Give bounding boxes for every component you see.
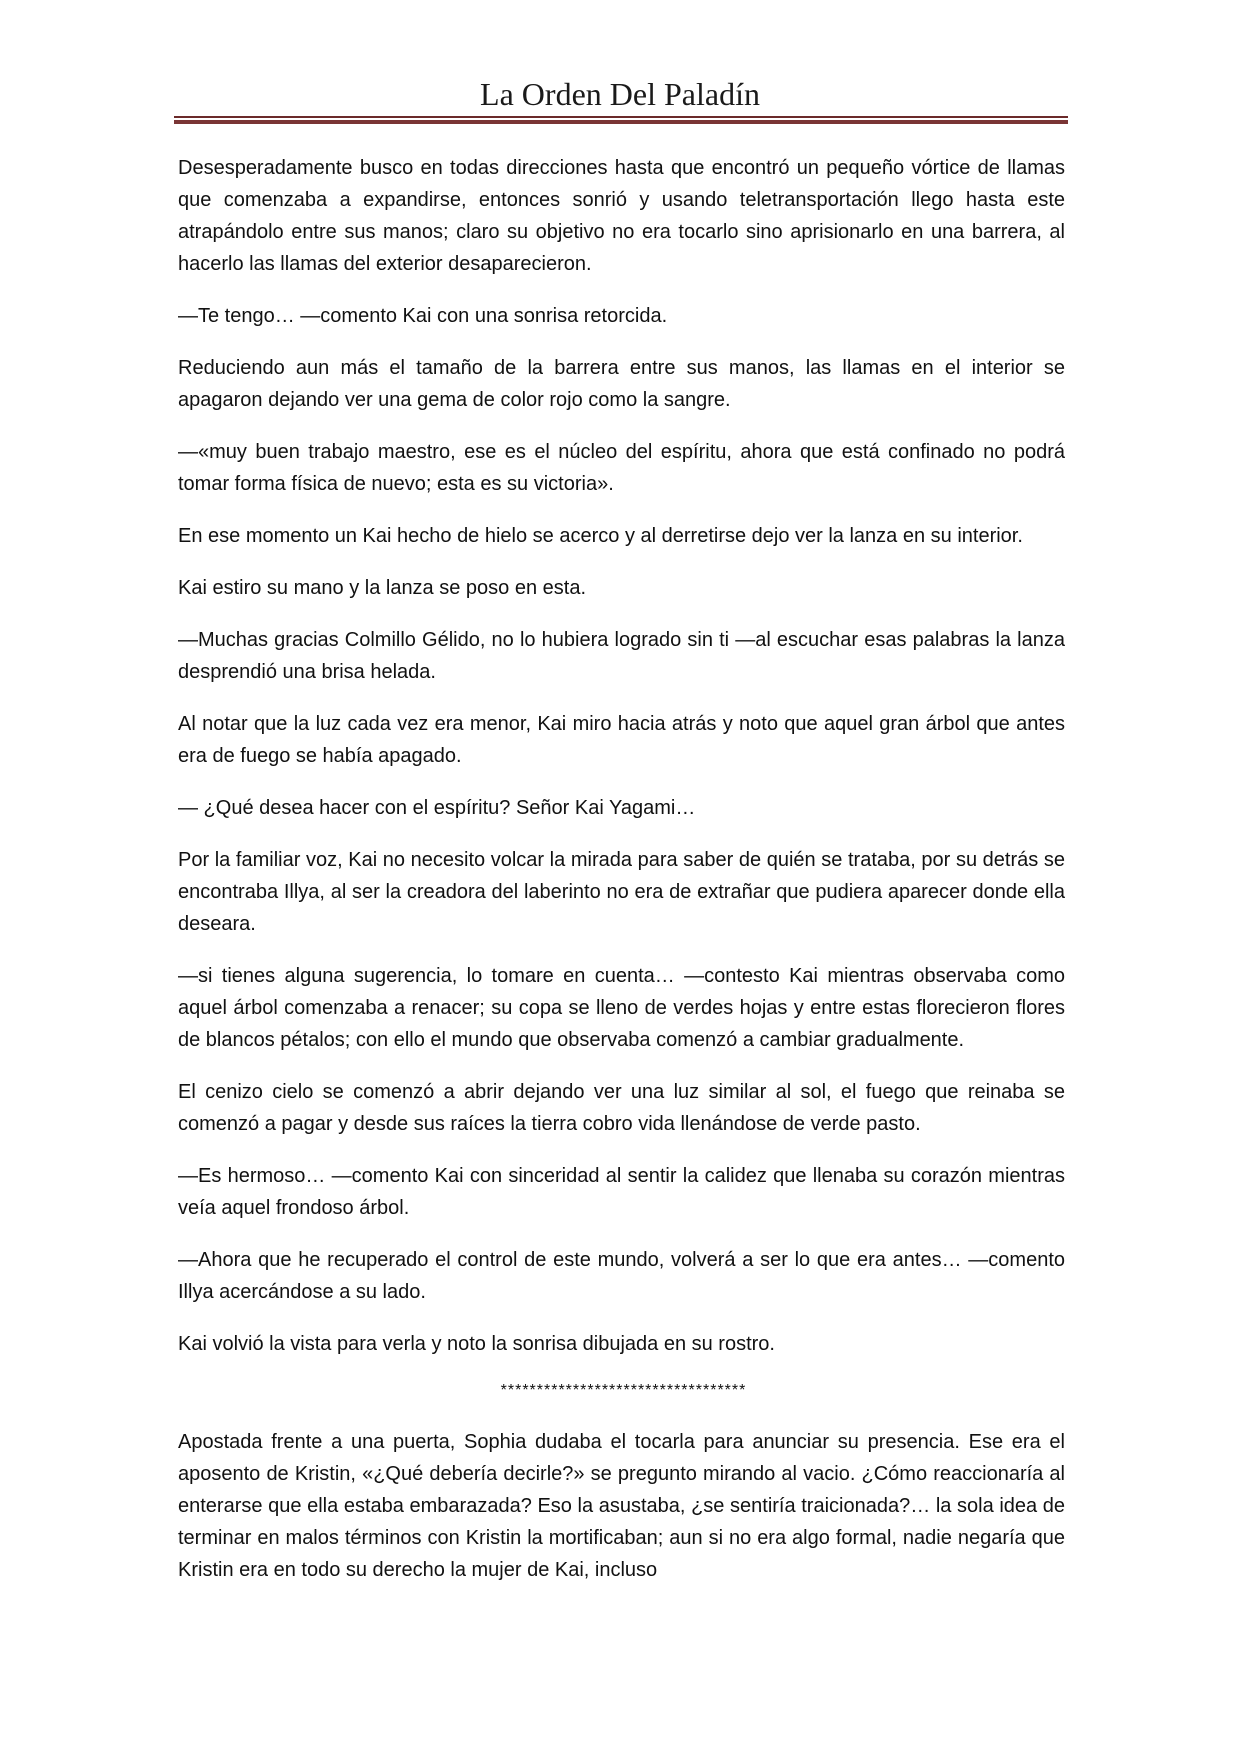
paragraph: —Ahora que he recuperado el control de este mundo, volverá a ser lo que era antes… —comento Illya acercándose a su lado. [178, 1249, 1065, 1303]
paragraph: En ese momento un Kai hecho de hielo se acerco y al derretirse dejo ver la lanza en su interior. [178, 525, 1023, 547]
paragraph: El cenizo cielo se comenzó a abrir dejando ver una luz similar al sol, el fuego que reinaba se comenzó a pagar y desde sus raíces la tierra cobro vida llenándose de verde pasto. [178, 1081, 1065, 1135]
paragraph: Apostada frente a una puerta, Sophia dudaba el tocarla para anunciar su presencia. Ese era el aposento de Kristin, «¿Qué debería decirle?» se pregunto mirando al vacio. ¿Cómo reaccionaría al enterarse que ella estaba embarazada? Eso la asustaba, ¿se sentiría traicionada?… la sola idea de terminar en malos términos con Kristin la mortificaban; aun si no era algo formal, nadie negaría que Kristin era en todo su derecho la mujer de Kai, incluso [178, 1431, 1065, 1581]
paragraph: Kai estiro su mano y la lanza se poso en esta. [178, 577, 587, 599]
page-header-title: La Orden Del Paladín [480, 76, 760, 112]
paragraph: —Muchas gracias Colmillo Gélido, no lo hubiera logrado sin ti —al escuchar esas palabras la lanza desprendió una brisa helada. [178, 629, 1065, 683]
paragraph: Por la familiar voz, Kai no necesito volcar la mirada para saber de quién se trataba, por su detrás se encontraba Illya, al ser la creadora del laberinto no era de extrañar que pudiera aparecer donde ella deseara. [178, 849, 1065, 935]
paragraph: —si tienes alguna sugerencia, lo tomare en cuenta… —contesto Kai mientras observaba como aquel árbol comenzaba a renacer; su copa se lleno de verdes hojas y entre estas florecieron flores de blancos pétalos; con ello el mundo que observaba comenzó a cambiar gradualmente. [178, 965, 1065, 1051]
paragraph: —Te tengo… —comento Kai con una sonrisa retorcida. [178, 305, 668, 327]
paragraph: —Es hermoso… —comento Kai con sinceridad al sentir la calidez que llenaba su corazón mientras veía aquel frondoso árbol. [178, 1165, 1065, 1219]
paragraph: Desesperadamente busco en todas direcciones hasta que encontró un pequeño vórtice de llamas que comenzaba a expandirse, entonces sonrió y usando teletransportación llego hasta este atrapándolo entre sus manos; claro su objetivo no era tocarlo sino aprisionarlo en una barrera, al hacerlo las llamas del exterior desaparecieron. [178, 157, 1065, 275]
header-rule-thick [174, 120, 1068, 124]
paragraph: — ¿Qué desea hacer con el espíritu? Señor Kai Yagami… [178, 797, 696, 819]
paragraph: —«muy buen trabajo maestro, ese es el núcleo del espíritu, ahora que está confinado no podrá tomar forma física de nuevo; esta es su victoria». [178, 441, 1065, 495]
header-rule-thin [174, 116, 1068, 118]
scene-separator: ********************************** [500, 1382, 747, 1399]
paragraph: Kai volvió la vista para verla y noto la sonrisa dibujada en su rostro. [178, 1333, 775, 1355]
body-text [178, 152, 1065, 1586]
paragraph: Reduciendo aun más el tamaño de la barrera entre sus manos, las llamas en el interior se apagaron dejando ver una gema de color rojo como la sangre. [178, 357, 1065, 411]
paragraph: Al notar que la luz cada vez era menor, Kai miro hacia atrás y noto que aquel gran árbol que antes era de fuego se había apagado. [178, 713, 1065, 767]
